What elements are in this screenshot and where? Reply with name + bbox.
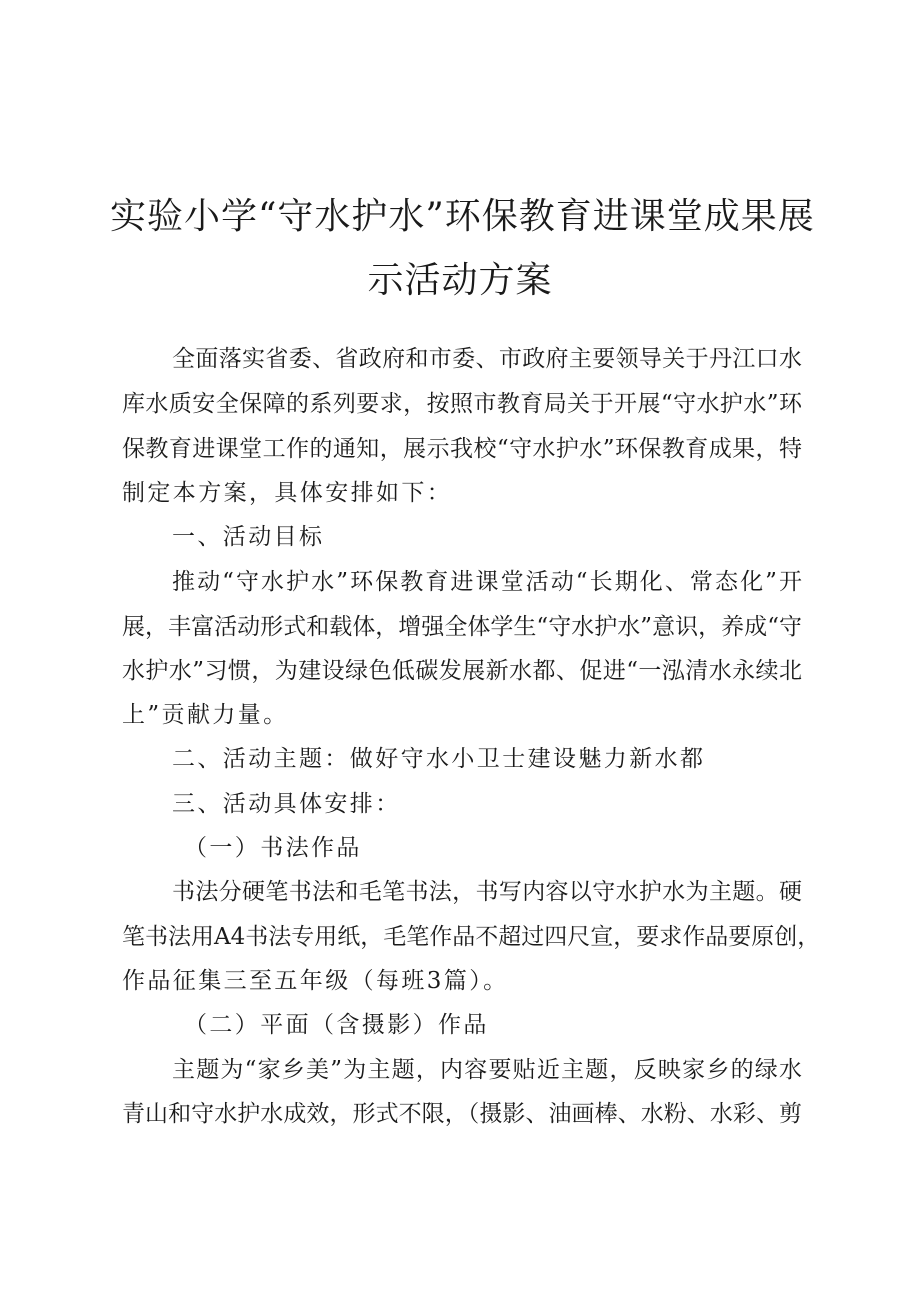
paragraph-goal-line-2: 展，丰富活动形式和载体，增强全体学生“守水护水”意识，养成“守: [122, 614, 802, 640]
subsection-heading-graphic-works: （二）平面（含摄影）作品: [184, 1012, 489, 1038]
paragraph-intro-line-3: 保教育进课堂工作的通知，展示我校“守水护水”环保教育成果，特: [122, 436, 802, 462]
paragraph-graphic-line-1: 主题为“家乡美”为主题，内容要贴近主题，反映家乡的绿水: [172, 1057, 802, 1083]
paragraph-graphic-line-2: 青山和守水护水成效，形式不限，（摄影、油画棒、水粉、水彩、剪: [122, 1101, 802, 1127]
paragraph-calligraphy-line-2: 笔书法用A4书法专用纸，毛笔作品不超过四尺宣，要求作品要原创，: [122, 924, 821, 950]
section-heading-goal: 一、活动目标: [172, 524, 325, 550]
paragraph-calligraphy-line-3: 作品征集三至五年级（每班3篇）。: [122, 968, 509, 994]
paragraph-calligraphy-line-1: 书法分硬笔书法和毛笔书法，书写内容以守水护水为主题。硬: [172, 879, 802, 905]
paragraph-intro-line-1: 全面落实省委、省政府和市委、市政府主要领导关于丹江口水: [172, 346, 802, 372]
paragraph-goal-line-4: 上”贡献力量。: [122, 702, 289, 728]
paragraph-goal-line-1: 推动“守水护水”环保教育进课堂活动“长期化、常态化”开: [172, 569, 802, 595]
paragraph-intro-line-2: 库水质安全保障的系列要求，按照市教育局关于开展“守水护水”环: [122, 391, 802, 417]
paragraph-goal-line-3: 水护水”习惯，为建设绿色低碳发展新水都、促进“一泓清水永续北: [122, 658, 802, 684]
document-title-line-1: 实验小学“守水护水”环保教育进课堂成果展: [110, 196, 815, 237]
section-heading-arrangement: 三、活动具体安排：: [172, 791, 401, 817]
subsection-heading-calligraphy: （一）书法作品: [184, 835, 362, 861]
document-title-line-2: 示活动方案: [367, 260, 553, 301]
paragraph-intro-line-4: 制定本方案，具体安排如下：: [122, 480, 453, 506]
section-heading-theme: 二、活动主题：做好守水小卫士建设魅力新水都: [172, 746, 706, 772]
